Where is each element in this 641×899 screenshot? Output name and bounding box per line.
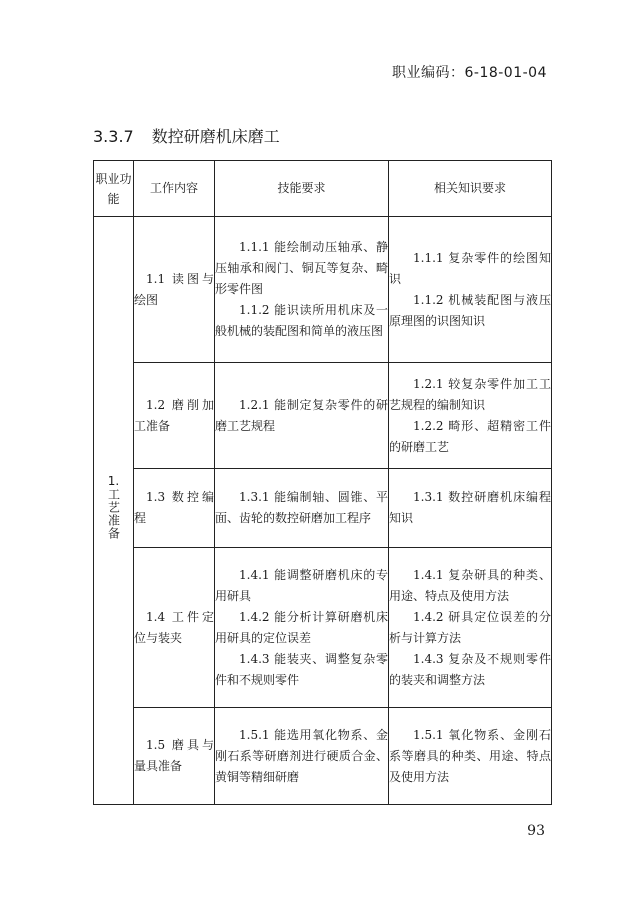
skill-cell — [215, 363, 389, 469]
knowledge-item: 1.2.1 较复杂零件加工工艺规程的编制知识 — [389, 376, 551, 412]
work-content: 1.2 磨削加工准备 — [134, 363, 215, 469]
table-row — [94, 363, 552, 469]
work-content: 1.3 数控编程 — [134, 469, 215, 548]
skill-cell — [215, 217, 389, 363]
table-row — [94, 217, 552, 363]
skill-item: 1.4.1 能调整研磨机床的专用研具 — [215, 567, 388, 603]
knowledge-item: 1.3.1 数控研磨机床编程知识 — [389, 490, 551, 525]
skill-item: 1.4.3 能装夹、调整复杂零件和不规则零件 — [215, 651, 388, 687]
occupation-code: 职业编码：6-18-01-04 — [391, 65, 547, 81]
section-title: 数控研磨机床磨工 — [151, 127, 280, 146]
skill-item: 1.2.1 能制定复杂零件的研磨工艺规程 — [215, 397, 388, 433]
knowledge-item: 1.1.2 机械装配图与液压原理图的识图知识 — [389, 292, 551, 328]
table-row — [94, 708, 552, 805]
section-number: 3.3.7 — [93, 127, 134, 146]
header-function: 职业功能 — [94, 161, 134, 217]
skill-cell — [215, 708, 389, 805]
header-knowledge: 相关知识要求 — [389, 161, 552, 217]
skill-table — [93, 160, 552, 805]
knowledge-cell — [389, 363, 552, 469]
skill-item: 1.1.2 能识读所用机床及一般机械的装配图和简单的液压图 — [215, 303, 388, 338]
skill-item: 1.3.1 能编制轴、圆锥、平面、齿轮的数控研磨加工程序 — [215, 490, 388, 525]
page-number: 93 — [527, 823, 545, 839]
knowledge-item: 1.1.1 复杂零件的绘图知识 — [389, 250, 551, 286]
work-content: 1.1 读图与绘图 — [134, 217, 215, 363]
section-heading — [93, 124, 280, 147]
header-work: 工作内容 — [134, 161, 215, 217]
function-number: 1. — [107, 474, 120, 488]
knowledge-item: 1.4.3 复杂及不规则零件的装夹和调整方法 — [389, 651, 551, 687]
skill-item: 1.1.1 能绘制动压轴承、静压轴承和阀门、铜瓦等复杂、畸形零件图 — [215, 240, 388, 296]
skill-item: 1.5.1 能选用氧化物系、金刚石系等研磨剂进行硬质合金、黄铜等精细研磨 — [215, 727, 388, 784]
table-row — [94, 548, 552, 708]
work-content: 1.5 磨具与量具准备 — [134, 708, 215, 805]
knowledge-item: 1.5.1 氧化物系、金刚石系等磨具的种类、用途、特点及使用方法 — [389, 727, 551, 784]
work-content: 1.4 工件定位与装夹 — [134, 548, 215, 708]
knowledge-item: 1.4.2 研具定位误差的分析与计算方法 — [389, 609, 551, 645]
knowledge-cell — [389, 217, 552, 363]
knowledge-cell — [389, 469, 552, 548]
knowledge-item: 1.2.2 畸形、超精密工件的研磨工艺 — [389, 418, 551, 454]
knowledge-cell — [389, 708, 552, 805]
function-name: 工艺准备 — [106, 488, 121, 540]
table-row — [94, 469, 552, 548]
knowledge-item: 1.4.1 复杂研具的种类、用途、特点及使用方法 — [389, 567, 551, 603]
knowledge-cell — [389, 548, 552, 708]
skill-item: 1.4.2 能分析计算研磨机床用研具的定位误差 — [215, 609, 388, 645]
function-cell — [94, 217, 134, 805]
header-skill: 技能要求 — [215, 161, 389, 217]
skill-cell — [215, 548, 389, 708]
table-header-row — [94, 161, 552, 217]
skill-cell — [215, 469, 389, 548]
